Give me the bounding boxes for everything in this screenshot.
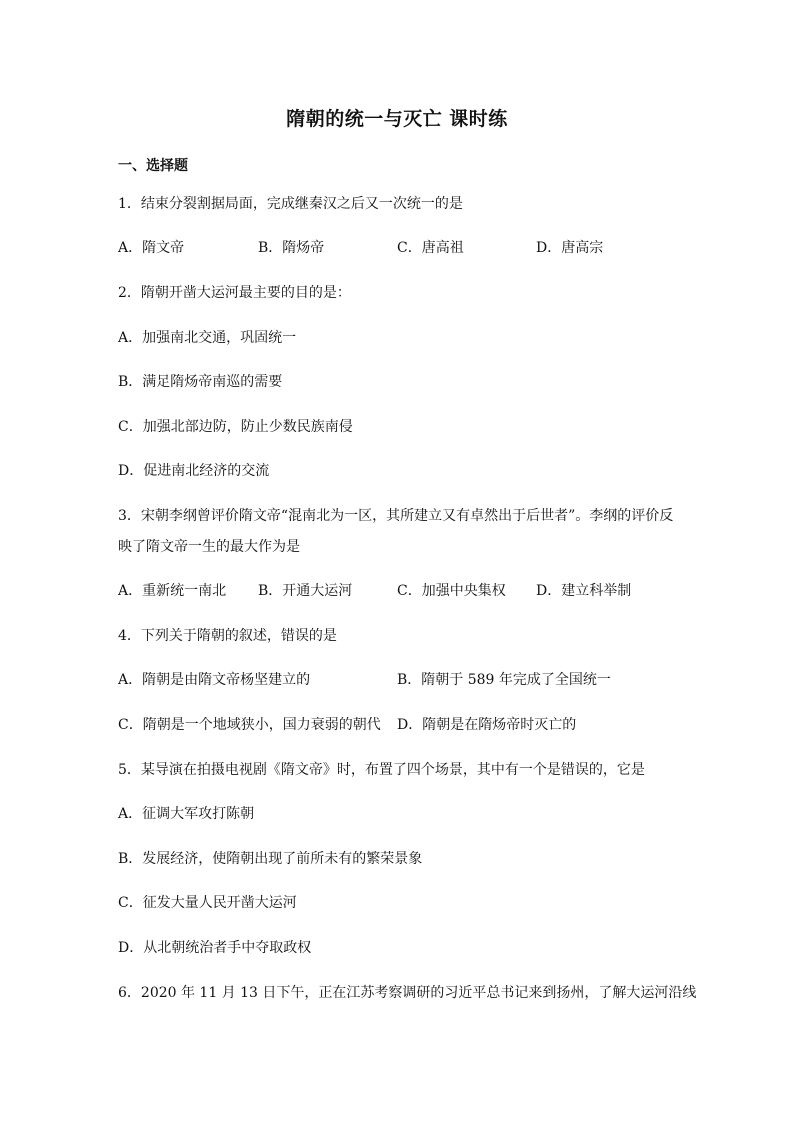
question-4-option-d: D．隋朝是在隋炀帝时灭亡的: [397, 717, 577, 733]
question-1-option-a: A．隋文帝: [118, 240, 185, 256]
question-2-option-c: C．加强北部边防，防止少数民族南侵: [118, 419, 353, 435]
section-heading: 一、选择题: [118, 158, 188, 174]
question-1-option-d: D．唐高宗: [536, 240, 604, 256]
question-4-option-c: C．隋朝是一个地域狭小，国力衰弱的朝代: [118, 717, 381, 733]
question-3-option-d: D．建立科举制: [536, 583, 632, 599]
question-3-option-c: C．加强中央集权: [397, 583, 506, 599]
question-3-option-b: B．开通大运河: [258, 583, 353, 599]
question-5-stem: 5．某导演在拍摄电视剧《隋文帝》时，布置了四个场景，其中有一个是错误的，它是: [118, 762, 645, 778]
question-5-option-c: C．征发大量人民开凿大运河: [118, 895, 297, 911]
question-1-stem: 1．结束分裂割据局面，完成继秦汉之后又一次统一的是: [118, 196, 463, 212]
question-2-option-b: B．满足隋炀帝南巡的需要: [118, 374, 283, 390]
question-6-stem: 6．2020 年 11 月 13 日下午，正在江苏考察调研的习近平总书记来到扬州，了解大运河沿线: [118, 985, 697, 1001]
question-2-option-a: A．加强南北交通，巩固统一: [118, 330, 297, 346]
question-3-stem-line-2: 映了隋文帝一生的最大作为是: [118, 539, 300, 555]
question-2-option-d: D．促进南北经济的交流: [118, 463, 270, 479]
question-2-stem: 2．隋朝开凿大运河最主要的目的是：: [118, 285, 351, 301]
question-1-option-c: C．唐高祖: [397, 240, 464, 256]
question-3-option-a: A．重新统一南北: [118, 583, 227, 599]
question-5-option-d: D．从北朝统治者手中夺取政权: [118, 940, 312, 956]
question-5-option-a: A．征调大军攻打陈朝: [118, 806, 255, 822]
question-4-option-a: A．隋朝是由隋文帝杨坚建立的: [118, 672, 311, 688]
page-title: 隋朝的统一与灭亡 课时练: [286, 108, 508, 130]
question-1-option-b: B．隋炀帝: [258, 240, 325, 256]
question-4-stem: 4．下列关于隋朝的叙述，错误的是: [118, 628, 337, 644]
question-5-option-b: B．发展经济，使隋朝出现了前所未有的繁荣景象: [118, 851, 423, 867]
question-3-stem-line-1: 3．宋朝李纲曾评价隋文帝“混南北为一区，其所建立又有卓然出于后世者”。李纲的评价反: [118, 508, 674, 524]
question-4-option-b: B．隋朝于 589 年完成了全国统一: [397, 672, 611, 688]
